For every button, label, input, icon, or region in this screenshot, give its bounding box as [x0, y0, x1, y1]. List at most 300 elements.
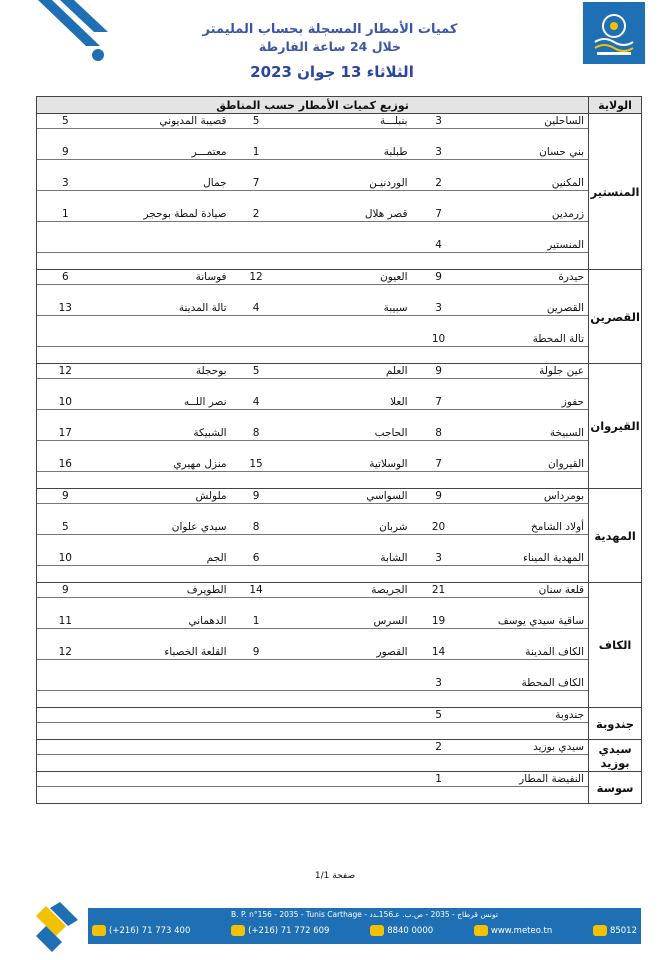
station-name: الطويرف — [94, 583, 231, 615]
entry-underline — [94, 378, 231, 379]
entry-underline — [412, 221, 466, 222]
entry-underline — [37, 128, 94, 129]
report-title: كميات الأمطار المسجلة بحساب المليمتر — [202, 22, 458, 37]
entry-underline — [282, 409, 412, 410]
footer-sms: 85012 — [609, 925, 637, 936]
station-name: تالة المدينة — [94, 301, 231, 332]
rainfall-value — [37, 238, 94, 270]
governorate-name: المنستير — [589, 114, 642, 270]
rainfall-value: 5 — [37, 520, 94, 551]
footer-phone: (+216) 71 773 400 — [109, 925, 191, 936]
rainfall-value: 13 — [37, 301, 94, 332]
entry-underline — [412, 159, 466, 160]
sun-wave-emblem-icon — [587, 6, 641, 60]
station-name: فوسانة — [94, 270, 231, 302]
rainfall-value: 1 — [231, 614, 282, 645]
rainfall-value: 3 — [37, 176, 94, 207]
table-row — [37, 614, 642, 645]
rainfall-value: 8 — [412, 426, 466, 457]
entry-underline — [412, 597, 466, 598]
governorate-name: القيروان — [589, 364, 642, 489]
entry-underline — [282, 503, 412, 504]
entry-underline — [37, 659, 94, 660]
station-name: حيدرة — [466, 270, 589, 302]
entry-underline — [231, 378, 282, 379]
page-number: صفحة 1/1 — [314, 871, 356, 881]
entry-underline — [94, 503, 231, 504]
entry-underline — [94, 786, 231, 787]
station-name — [94, 238, 231, 270]
entry-underline — [231, 565, 282, 566]
governorate-name: سيدي بوزيد — [589, 740, 642, 772]
rainfall-value: 9 — [231, 489, 282, 521]
entry-underline — [37, 722, 94, 723]
rainfall-value: 9 — [412, 489, 466, 521]
rainfall-value: 5 — [37, 114, 94, 146]
station-name: الوسلاتية — [282, 457, 412, 489]
station-name: قصيبة المديوني — [94, 114, 231, 146]
station-name: سبيبة — [282, 301, 412, 332]
rainfall-value: 3 — [412, 145, 466, 176]
entry-underline — [231, 786, 282, 787]
entry-underline — [231, 690, 282, 691]
rainfall-value — [231, 708, 282, 740]
hotline-icon — [370, 925, 384, 936]
entry-underline — [231, 128, 282, 129]
rainfall-value: 7 — [412, 457, 466, 489]
entry-underline — [231, 409, 282, 410]
entry-underline — [37, 690, 94, 691]
entry-underline — [412, 534, 466, 535]
entry-underline — [231, 471, 282, 472]
rainfall-value: 8 — [231, 426, 282, 457]
sms-icon — [593, 925, 607, 936]
entry-underline — [466, 128, 589, 129]
entry-underline — [466, 754, 589, 755]
rainfall-value: 3 — [412, 301, 466, 332]
entry-underline — [37, 628, 94, 629]
entry-underline — [282, 565, 412, 566]
rainfall-value: 12 — [231, 270, 282, 302]
station-name: الجريصة — [282, 583, 412, 615]
rainfall-value — [37, 740, 94, 772]
station-name — [94, 676, 231, 708]
entry-underline — [282, 659, 412, 660]
station-name: بومرداس — [466, 489, 589, 521]
entry-underline — [94, 221, 231, 222]
table-row — [37, 238, 642, 270]
entry-underline — [412, 128, 466, 129]
entry-underline — [94, 471, 231, 472]
table-row — [37, 270, 642, 302]
governorate-name: جندوبة — [589, 708, 642, 740]
entry-underline — [466, 440, 589, 441]
station-name: قصر هلال — [282, 207, 412, 238]
station-name: عين جلولة — [466, 364, 589, 396]
entry-underline — [37, 284, 94, 285]
entry-underline — [282, 128, 412, 129]
entry-underline — [466, 503, 589, 504]
entry-underline — [466, 565, 589, 566]
entry-underline — [466, 628, 589, 629]
entry-underline — [94, 690, 231, 691]
table-row — [37, 207, 642, 238]
entry-underline — [231, 628, 282, 629]
table-row — [37, 520, 642, 551]
entry-underline — [412, 690, 466, 691]
rainfall-value — [37, 676, 94, 708]
footer-address: B. P. n°156 - 2035 - Tunis Carthage - تونس قرطاج - 2035 - ص.ب. عـ156ـدد — [231, 910, 498, 919]
station-name — [282, 740, 412, 772]
station-name: العيون — [282, 270, 412, 302]
entry-underline — [466, 786, 589, 787]
entry-underline — [282, 722, 412, 723]
rainfall-value: 21 — [412, 583, 466, 615]
entry-underline — [94, 659, 231, 660]
rainfall-value: 11 — [37, 614, 94, 645]
entry-underline — [466, 159, 589, 160]
entry-underline — [466, 378, 589, 379]
station-name — [94, 332, 231, 364]
entry-underline — [412, 565, 466, 566]
entry-underline — [231, 346, 282, 347]
rainfall-value: 19 — [412, 614, 466, 645]
footer-fax: (+216) 71 772 609 — [248, 925, 330, 936]
rainfall-value: 2 — [412, 740, 466, 772]
entry-underline — [37, 252, 94, 253]
governorate-name: القصرين — [589, 270, 642, 364]
entry-underline — [282, 754, 412, 755]
entry-underline — [466, 190, 589, 191]
station-name: جمال — [94, 176, 231, 207]
station-name: تالة المحطة — [466, 332, 589, 364]
station-name: الجم — [94, 551, 231, 583]
entry-underline — [231, 159, 282, 160]
rainfall-value: 7 — [412, 207, 466, 238]
rainfall-value — [231, 676, 282, 708]
station-name: قلعة سنان — [466, 583, 589, 615]
entry-underline — [94, 722, 231, 723]
table-row — [37, 708, 642, 740]
rainfall-value: 6 — [231, 551, 282, 583]
report-date: الثلاثاء 13 جوان 2023 — [250, 63, 414, 81]
entry-underline — [94, 409, 231, 410]
entry-underline — [231, 597, 282, 598]
entry-underline — [37, 315, 94, 316]
fax-icon — [231, 925, 245, 936]
station-name: القلعة الخصباء — [94, 645, 231, 676]
globe-icon — [474, 925, 488, 936]
station-name: المنستير — [466, 238, 589, 270]
rainfall-value: 16 — [37, 457, 94, 489]
table-row — [37, 583, 642, 615]
station-name: العلم — [282, 364, 412, 396]
entry-underline — [412, 471, 466, 472]
station-name: ساقية سيدي يوسف — [466, 614, 589, 645]
table-row — [37, 332, 642, 364]
station-name: سيدي علوان — [94, 520, 231, 551]
station-name: الكاف المحطة — [466, 676, 589, 708]
rainfall-value: 4 — [412, 238, 466, 270]
entry-underline — [466, 252, 589, 253]
entry-underline — [466, 722, 589, 723]
entry-underline — [231, 440, 282, 441]
entry-underline — [37, 190, 94, 191]
entry-underline — [282, 440, 412, 441]
entry-underline — [412, 409, 466, 410]
entry-underline — [412, 722, 466, 723]
entry-underline — [37, 534, 94, 535]
table-row — [37, 551, 642, 583]
rainfall-value: 2 — [412, 176, 466, 207]
rainfall-value — [231, 740, 282, 772]
table-header-row — [37, 97, 642, 114]
governorate-name: الكاف — [589, 583, 642, 708]
entry-underline — [94, 440, 231, 441]
table-row — [37, 740, 642, 772]
entry-underline — [231, 503, 282, 504]
entry-underline — [282, 628, 412, 629]
entry-underline — [94, 534, 231, 535]
station-name: الشابة — [282, 551, 412, 583]
rainfall-value: 4 — [231, 301, 282, 332]
station-name: الكاف المدينة — [466, 645, 589, 676]
station-name: السرس — [282, 614, 412, 645]
entry-underline — [94, 284, 231, 285]
entry-underline — [466, 346, 589, 347]
rainfall-value: 1 — [412, 772, 466, 804]
station-name: السبيخة — [466, 426, 589, 457]
rainfall-value — [37, 708, 94, 740]
entry-underline — [412, 659, 466, 660]
entry-underline — [282, 190, 412, 191]
table-row — [37, 364, 642, 396]
meteo-logo — [583, 2, 645, 64]
corner-stripes-decoration — [30, 0, 110, 64]
entry-underline — [94, 628, 231, 629]
station-name: صيادة لمطة بوحجر — [94, 207, 231, 238]
table-row — [37, 426, 642, 457]
station-name: المهدية الميناء — [466, 551, 589, 583]
entry-underline — [37, 597, 94, 598]
entry-underline — [231, 315, 282, 316]
rainfall-value: 7 — [231, 176, 282, 207]
rainfall-value: 7 — [412, 395, 466, 426]
station-name: ملولش — [94, 489, 231, 521]
entry-underline — [282, 284, 412, 285]
governorate-column-header: الولاية — [589, 97, 642, 114]
entry-underline — [466, 659, 589, 660]
table-row — [37, 145, 642, 176]
station-name: النفيضة المطار — [466, 772, 589, 804]
footer-website[interactable]: www.meteo.tn — [490, 925, 553, 936]
rainfall-value: 3 — [412, 551, 466, 583]
entry-underline — [466, 597, 589, 598]
station-name: نصر اللــه — [94, 395, 231, 426]
governorate-name: المهدية — [589, 489, 642, 583]
rainfall-value: 9 — [231, 645, 282, 676]
rainfall-value: 3 — [412, 114, 466, 146]
rainfall-value: 10 — [412, 332, 466, 364]
entry-underline — [282, 346, 412, 347]
table-row — [37, 176, 642, 207]
station-name: القصور — [282, 645, 412, 676]
entry-underline — [412, 754, 466, 755]
rainfall-value: 10 — [37, 551, 94, 583]
entry-underline — [37, 565, 94, 566]
entry-underline — [412, 628, 466, 629]
rainfall-value: 5 — [412, 708, 466, 740]
station-name — [282, 332, 412, 364]
entry-underline — [282, 471, 412, 472]
entry-underline — [231, 659, 282, 660]
rainfall-value: 9 — [37, 583, 94, 615]
rainfall-value: 10 — [37, 395, 94, 426]
entry-underline — [282, 315, 412, 316]
entry-underline — [282, 252, 412, 253]
entry-underline — [231, 252, 282, 253]
entry-underline — [412, 346, 466, 347]
station-name: سيدي بوزيد — [466, 740, 589, 772]
entry-underline — [412, 378, 466, 379]
entry-underline — [231, 284, 282, 285]
entry-underline — [231, 221, 282, 222]
entry-underline — [37, 440, 94, 441]
entry-underline — [466, 315, 589, 316]
station-name: بوحجلة — [94, 364, 231, 396]
footer-hotline: 8840 0000 — [387, 925, 434, 936]
governorate-name: سوسة — [589, 772, 642, 804]
entry-underline — [282, 378, 412, 379]
entry-underline — [412, 786, 466, 787]
rainfall-value: 17 — [37, 426, 94, 457]
station-name: أولاد الشامخ — [466, 520, 589, 551]
entry-underline — [37, 471, 94, 472]
station-name: العلا — [282, 395, 412, 426]
entry-underline — [94, 754, 231, 755]
station-name: حفوز — [466, 395, 589, 426]
station-name: الحاجب — [282, 426, 412, 457]
entry-underline — [94, 597, 231, 598]
station-name: القصرين — [466, 301, 589, 332]
rainfall-value: 14 — [412, 645, 466, 676]
station-name: شربان — [282, 520, 412, 551]
station-name: السواسي — [282, 489, 412, 521]
entry-underline — [231, 754, 282, 755]
table-row — [37, 457, 642, 489]
rainfall-value — [37, 332, 94, 364]
station-name: معتمـــر — [94, 145, 231, 176]
entry-underline — [231, 534, 282, 535]
station-name — [94, 772, 231, 804]
entry-underline — [37, 346, 94, 347]
station-name: الشبيكة — [94, 426, 231, 457]
rainfall-value: 14 — [231, 583, 282, 615]
entry-underline — [282, 534, 412, 535]
rainfall-value: 6 — [37, 270, 94, 302]
station-name — [282, 708, 412, 740]
entry-underline — [412, 252, 466, 253]
entry-underline — [282, 597, 412, 598]
station-name: زرمدين — [466, 207, 589, 238]
entry-underline — [466, 471, 589, 472]
entry-underline — [282, 690, 412, 691]
station-name: القيروان — [466, 457, 589, 489]
station-name: طبلبة — [282, 145, 412, 176]
entry-underline — [94, 565, 231, 566]
entry-underline — [37, 221, 94, 222]
table-row — [37, 301, 642, 332]
station-name — [282, 676, 412, 708]
rainfall-value — [231, 238, 282, 270]
rainfall-value: 9 — [412, 364, 466, 396]
entry-underline — [37, 503, 94, 504]
entry-underline — [231, 722, 282, 723]
entry-underline — [37, 378, 94, 379]
rainfall-value: 15 — [231, 457, 282, 489]
table-row — [37, 489, 642, 521]
rainfall-value — [37, 772, 94, 804]
entry-underline — [466, 221, 589, 222]
entry-underline — [94, 346, 231, 347]
station-name: الوردنيـن — [282, 176, 412, 207]
rainfall-value: 5 — [231, 364, 282, 396]
table-row — [37, 676, 642, 708]
station-name: جندوبة — [466, 708, 589, 740]
entry-underline — [466, 284, 589, 285]
table-row — [37, 395, 642, 426]
rainfall-value — [231, 772, 282, 804]
rainfall-value: 8 — [231, 520, 282, 551]
entry-underline — [94, 159, 231, 160]
entry-underline — [412, 440, 466, 441]
rainfall-value: 5 — [231, 114, 282, 146]
entry-underline — [412, 284, 466, 285]
station-name — [94, 740, 231, 772]
station-name: الساحلين — [466, 114, 589, 146]
entry-underline — [466, 534, 589, 535]
entry-underline — [37, 786, 94, 787]
report-subtitle: خلال 24 ساعة الفارطة — [258, 39, 402, 54]
rainfall-value: 2 — [231, 207, 282, 238]
rainfall-value: 9 — [412, 270, 466, 302]
station-name: بنبلـــة — [282, 114, 412, 146]
table-row — [37, 645, 642, 676]
station-name: الدهماني — [94, 614, 231, 645]
station-name: المكنين — [466, 176, 589, 207]
distribution-column-header: توزيع كميات الأمطار حسب المناطق — [37, 97, 589, 114]
entry-underline — [231, 190, 282, 191]
entry-underline — [466, 690, 589, 691]
rainfall-value: 9 — [37, 489, 94, 521]
entry-underline — [412, 190, 466, 191]
table-row — [37, 772, 642, 804]
station-name — [282, 238, 412, 270]
entry-underline — [37, 409, 94, 410]
station-name — [94, 708, 231, 740]
rainfall-value: 1 — [231, 145, 282, 176]
station-name: منزل مهيري — [94, 457, 231, 489]
entry-underline — [412, 503, 466, 504]
entry-underline — [94, 315, 231, 316]
entry-underline — [94, 190, 231, 191]
station-name: بني حسان — [466, 145, 589, 176]
entry-underline — [412, 315, 466, 316]
rainfall-value: 20 — [412, 520, 466, 551]
entry-underline — [37, 159, 94, 160]
rainfall-value: 1 — [37, 207, 94, 238]
table-row — [37, 114, 642, 146]
